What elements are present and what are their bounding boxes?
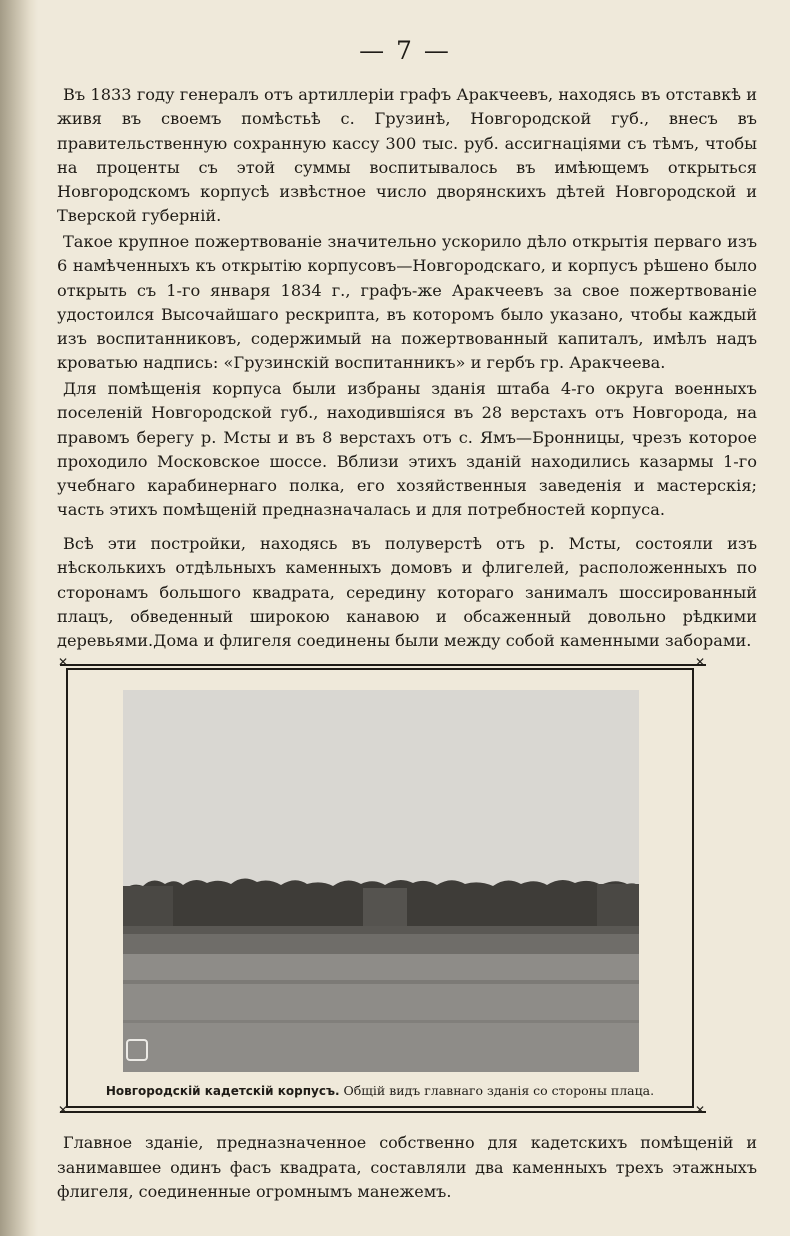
figure-caption — [66, 1083, 694, 1098]
book-spine-shadow — [0, 0, 38, 1236]
page-number: — 7 — — [359, 36, 451, 65]
corner-mark-bottom-right: ✕ — [695, 1103, 706, 1117]
campus-photo-illustration — [123, 690, 639, 1072]
paragraph-1: Въ 1833 году генералъ отъ артиллеріи графъ Аракчеевъ, находясь въ отставкѣ и живя въ своемъ помѣстьѣ с. Грузинѣ, Новгородской губ., внесъ въ правительственную сохранную кассу 300 тыс. руб. ассигнаціями съ тѣмъ, чтобы на проценты съ этой суммы воспитывалось въ имѣющемъ открыться Новгородскомъ корпусѣ извѣстное число дворянскихъ дѣтей Новгородской и Тверской губерній. — [57, 85, 757, 226]
corner-mark-top-right: ✕ — [695, 655, 706, 669]
paragraph-3: Для помѣщенія корпуса были избраны зданія штаба 4-го округа военныхъ поселеній Новгородской губ., находившіяся въ 28 верстахъ отъ Новгорода, на правомъ берегу р. Мсты и въ 8 верстахъ отъ с. Ямъ—Бронницы, чрезъ которое проходило Московское шоссе. Вблизи этихъ зданій находились казармы 1-го учебнаго карабинернаго полка, его хозяйственныя заведенія и мастерскія; часть этихъ помѣщеній предназначалась и для потребностей корпуса. — [57, 379, 757, 520]
paragraph-4: Всѣ эти постройки, находясь въ полуверстѣ отъ р. Мсты, состояли изъ нѣсколькихъ отдѣльныхъ каменныхъ домовъ и флигелей, расположенныхъ по сторонамъ большого квадрата, середину котораго занималъ шоссированный плацъ, обведенный широкою канавою и обсаженный довольно рѣдкими деревьями.Дома и флигеля соединены были между собой каменными заборами. — [57, 534, 757, 651]
caption-description: Общій видъ главнаго зданія со стороны плаца. — [343, 1083, 655, 1098]
corner-mark-bottom-left: ✕ — [58, 1103, 69, 1117]
figure-top-rule — [60, 664, 706, 666]
paragraph-2: Такое крупное пожертвованіе значительно ускорило дѣло открытія перваго изъ 6 намѣченныхъ къ открытію корпусовъ—Новгородскаго, и корпусъ рѣшено было открыть съ 1-го января 1834 г., графъ-же Аракчеевъ за свое пожертвованіе удостоился Высочайшаго рескрипта, въ которомъ было указано, чтобы каждый изъ воспитанниковъ, содержимый на пожертвованный капиталъ, имѣлъ надъ кроватью надпись: «Грузинскій воспитанникъ» и гербъ гр. Аракчеева. — [57, 232, 757, 373]
caption-title: Новгородскій кадетскій корпусъ. — [105, 1084, 340, 1098]
paragraph-5: Главное зданіе, предназначенное собственно для кадетскихъ помѣщеній и занимавшее одинъ фасъ квадрата, составляли два каменныхъ трехъ этажныхъ флигеля, соединенные огромнымъ манежемъ. — [57, 1133, 757, 1201]
figure-photo — [123, 690, 639, 1072]
figure-bottom-rule — [60, 1111, 706, 1113]
corner-mark-top-left: ✕ — [58, 655, 69, 669]
